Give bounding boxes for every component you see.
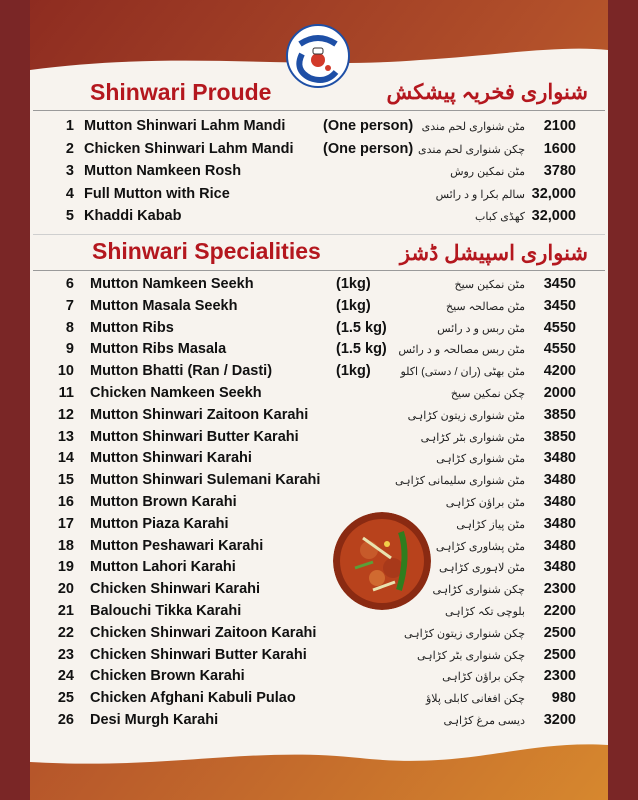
menu-item-row [0, 516, 638, 538]
item-name-urdu: مٹن ربس و د رائس [437, 322, 525, 335]
item-number: 13 [57, 428, 74, 445]
menu-item-row [0, 690, 638, 712]
item-name: Chicken Shinwari Butter Karahi [90, 646, 307, 663]
menu-item-row [0, 450, 638, 472]
item-name-urdu: کھڈی کباب [474, 211, 525, 223]
item-name-urdu: چکن براؤن کڑاہی [442, 671, 525, 684]
item-size: (1kg) [336, 297, 371, 314]
karahi-dish-image [333, 512, 431, 610]
item-price: 3850 [543, 406, 576, 423]
menu-item-row [0, 276, 638, 298]
item-name-urdu: مٹن نمکین سیخ [454, 279, 525, 291]
item-number: 1 [65, 118, 74, 134]
item-price: 3480 [543, 494, 576, 510]
item-name-urdu: مٹن پیاز کڑاہی [456, 518, 525, 531]
item-number: 6 [65, 276, 74, 292]
item-number: 18 [57, 537, 74, 554]
item-number: 19 [57, 559, 74, 576]
item-name-urdu: مٹن مصالحہ سیخ [445, 300, 525, 313]
item-price: 4550 [543, 319, 576, 336]
item-number: 5 [65, 208, 74, 224]
item-name: Mutton Brown Karahi [90, 494, 237, 510]
item-number: 23 [57, 646, 74, 663]
menu-item-row [0, 341, 638, 363]
item-number: 10 [57, 363, 74, 380]
item-name-urdu: مٹن شنواری بٹر کڑاہی [420, 431, 525, 444]
item-name-urdu: دیسی مرغ کڑاہی [443, 715, 525, 727]
item-price: 3480 [543, 559, 576, 576]
divider [33, 110, 605, 111]
menu-item-row [0, 668, 638, 690]
item-name-urdu: چکن شنواری کڑاہی [432, 584, 525, 597]
item-number: 4 [65, 185, 74, 202]
item-number: 15 [57, 472, 74, 489]
item-number: 11 [58, 385, 74, 401]
section-title-specialities-urdu: شنواری اسپیشل ڈشز [399, 242, 588, 265]
item-name-urdu: مٹن لاہوری کڑاہی [439, 562, 525, 575]
menu-item-row [0, 603, 638, 625]
item-name: Chicken Shinwari Karahi [90, 581, 261, 598]
item-price: 4200 [543, 363, 576, 380]
item-name: Mutton Piaza Karahi [90, 515, 229, 532]
item-price: 3480 [543, 537, 576, 554]
item-name: Mutton Namkeen Seekh [90, 276, 254, 292]
item-name: Mutton Ribs [90, 319, 174, 336]
item-number: 12 [57, 406, 74, 423]
item-name-urdu: چکن نمکین سیخ [450, 388, 525, 400]
menu-item-row [0, 320, 638, 342]
item-price: 2500 [543, 624, 576, 641]
item-number: 9 [65, 341, 74, 358]
item-name-urdu: مٹن بھٹی (ران / دستی) اکلو [400, 366, 525, 379]
item-name-urdu: بلوچی تکہ کڑاہی [444, 606, 525, 618]
divider [33, 270, 605, 271]
item-price: 3480 [543, 472, 576, 489]
menu-item-row [0, 363, 638, 385]
item-name-urdu: مٹن ربس مصالحہ و د رائس [398, 344, 525, 357]
item-name-urdu: مٹن شنواری سلیمانی کڑاہی [394, 475, 525, 488]
item-name: Chicken Brown Karahi [90, 668, 245, 685]
item-price: 2200 [543, 603, 576, 619]
item-price: 2500 [543, 646, 576, 663]
item-name: Mutton Shinwari Butter Karahi [90, 428, 299, 445]
menu-item-row [0, 118, 638, 140]
menu-item-row [0, 472, 638, 494]
item-name-urdu: مٹن پشاوری کڑاہی [435, 540, 525, 553]
item-number: 22 [57, 624, 74, 641]
item-name-urdu: مٹن شنواری کڑاہی [436, 453, 525, 466]
item-name: Balouchi Tikka Karahi [90, 603, 242, 619]
item-name: Mutton Masala Seekh [90, 297, 238, 314]
menu-item-row [0, 581, 638, 603]
item-name: Mutton Shinwari Lahm Mandi [84, 118, 286, 134]
item-number: 16 [57, 494, 74, 510]
chef-logo-icon [286, 24, 350, 88]
item-name: Mutton Lahori Karahi [90, 559, 236, 576]
menu-item-row [0, 385, 638, 407]
item-number: 17 [57, 515, 74, 532]
item-name: Mutton Shinwari Zaitoon Karahi [90, 406, 309, 423]
item-name: Chicken Namkeen Seekh [90, 385, 262, 401]
item-number: 2 [65, 140, 74, 157]
item-price: 3200 [543, 712, 576, 728]
item-number: 25 [57, 690, 74, 707]
item-price: 3850 [543, 428, 576, 445]
section-title-proude-urdu: شنواری فخریہ پیشکش [386, 81, 588, 104]
item-price: 2300 [543, 581, 576, 598]
item-price: 3450 [543, 297, 576, 314]
menu-item-row [0, 647, 638, 669]
item-name-urdu: چکن افغانی کابلی پلاؤ [425, 693, 525, 706]
menu-item-row [0, 494, 638, 516]
item-size: (1kg) [336, 276, 371, 292]
item-name: Khaddi Kabab [84, 208, 182, 224]
item-name: Mutton Shinwari Karahi [90, 450, 252, 467]
item-price: 3450 [543, 276, 576, 292]
item-name-urdu: چکن شنواری بٹر کڑاہی [416, 649, 525, 662]
item-name: Mutton Shinwari Sulemani Karahi [90, 472, 321, 489]
menu-item-row [0, 407, 638, 429]
menu-item-row [0, 208, 638, 230]
menu-item-row [0, 625, 638, 647]
item-number: 21 [57, 603, 74, 619]
item-name: Full Mutton with Rice [84, 185, 230, 202]
item-name: Mutton Namkeen Rosh [84, 163, 242, 179]
item-name-urdu: مٹن شنواری زیتون کڑاہی [407, 409, 525, 422]
item-number: 24 [57, 668, 74, 685]
item-price: 2100 [543, 118, 576, 134]
item-name: Desi Murgh Karahi [90, 712, 219, 728]
item-name: Chicken Shinwari Lahm Mandi [84, 140, 294, 157]
item-name: Chicken Shinwari Zaitoon Karahi [90, 624, 317, 641]
menu-item-row [0, 298, 638, 320]
item-price: 3480 [543, 515, 576, 532]
item-name-urdu: چکن شنواری لحم مندی [418, 143, 525, 156]
item-name: Mutton Ribs Masala [90, 341, 227, 358]
item-size: (One person) [323, 140, 414, 157]
divider [33, 234, 605, 235]
section-title-specialities: Shinwari Specialities [92, 238, 321, 264]
item-number: 20 [57, 581, 74, 598]
item-price: 4550 [543, 341, 576, 358]
item-price: 32,000 [531, 185, 576, 202]
item-name: Mutton Peshawari Karahi [90, 537, 264, 554]
section-title-proude: Shinwari Proude [90, 79, 272, 105]
menu-item-row [0, 186, 638, 208]
menu-item-row [0, 538, 638, 560]
item-size: (1kg) [336, 363, 371, 380]
item-size: (1.5 kg) [336, 341, 387, 358]
item-price: 2000 [543, 385, 576, 401]
item-name: Mutton Bhatti (Ran / Dasti) [90, 363, 273, 380]
item-number: 7 [65, 297, 74, 314]
item-name: Chicken Afghani Kabuli Pulao [90, 690, 296, 707]
item-name-urdu: مٹن براؤن کڑاہی [445, 497, 525, 509]
item-name-urdu: سالم بکرا و د رائس [435, 188, 525, 201]
item-name-urdu: چکن شنواری زیتون کڑاہی [403, 627, 525, 640]
item-price: 1600 [543, 140, 576, 157]
item-number: 3 [65, 163, 74, 179]
item-number: 26 [57, 712, 74, 728]
menu-item-row [0, 559, 638, 581]
item-number: 14 [57, 450, 74, 467]
menu-item-row [0, 712, 638, 734]
menu-item-row [0, 141, 638, 163]
item-number: 8 [65, 319, 74, 336]
item-price: 980 [551, 690, 576, 707]
item-size: (1.5 kg) [336, 319, 387, 336]
menu-item-row [0, 429, 638, 451]
menu-item-row [0, 163, 638, 185]
item-name-urdu: مٹن نمکین روش [450, 166, 525, 178]
item-price: 3480 [543, 450, 576, 467]
item-size: (One person) [323, 118, 414, 134]
item-price: 32,000 [531, 208, 576, 224]
item-price: 3780 [543, 163, 576, 179]
item-name-urdu: مٹن شنواری لحم مندی [421, 121, 525, 133]
item-price: 2300 [543, 668, 576, 685]
